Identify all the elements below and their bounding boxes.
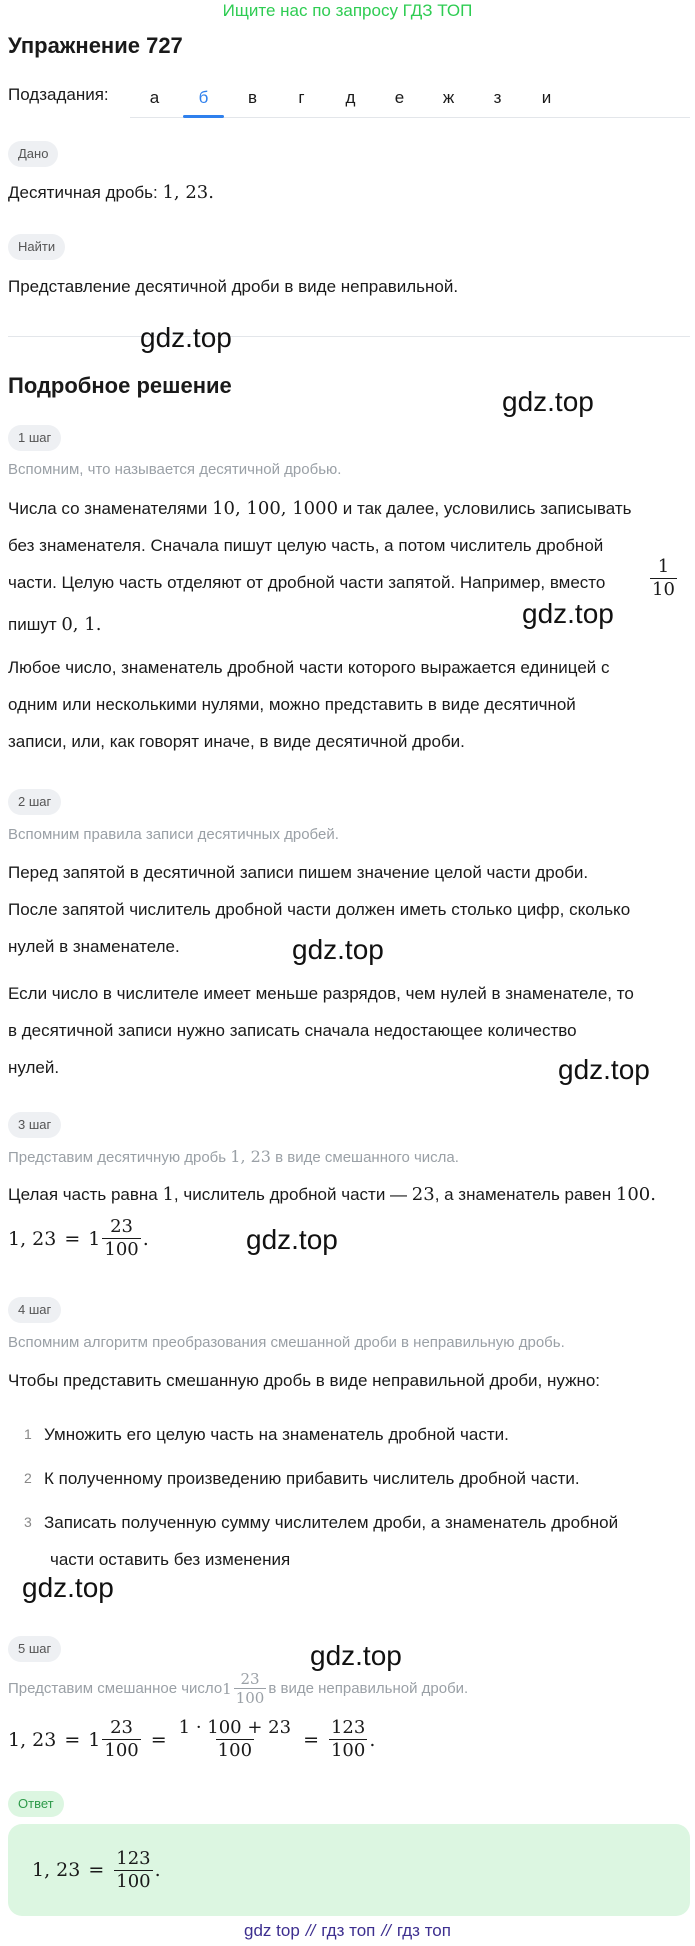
step-2-hint: Вспомним правила записи десятичных дробей. xyxy=(8,826,339,843)
page-title: Упражнение 727 xyxy=(8,33,183,58)
tab-i[interactable]: и xyxy=(541,88,552,107)
tab-a[interactable]: а xyxy=(149,88,160,107)
step-3-equation: 1, 23 = 1 $\frac{23}{100}$ . xyxy=(8,1216,149,1260)
tab-e[interactable]: е xyxy=(394,88,405,107)
watermark: gdz.top xyxy=(292,934,384,965)
footer-link[interactable]: гдз топ xyxy=(321,1921,376,1940)
tab-d[interactable]: д xyxy=(345,88,356,107)
fraction-1-10: $\frac{1}{10}$ xyxy=(652,556,675,600)
list-item-continued: части оставить без изменения xyxy=(50,1550,291,1569)
find-text: Представление десятичной дроби в виде неправильной. xyxy=(8,277,459,296)
watermark: gdz.top xyxy=(522,598,614,629)
step-4-hint: Вспомним алгоритм преобразования смешанной дроби в неправильную дробь. xyxy=(8,1334,565,1351)
step-2-line: нулей в знаменателе. xyxy=(8,937,180,956)
footer-links: gdz top // гдз топ // гдз топ xyxy=(244,1921,451,1940)
tab-g[interactable]: г xyxy=(298,88,305,107)
subtasks-label: Подзадания: xyxy=(8,85,109,104)
section-divider xyxy=(8,336,690,337)
watermark: gdz.top xyxy=(502,386,594,417)
step-2-line: в десятичной записи нужно записать сначала недостающее количество xyxy=(8,1021,577,1040)
given-badge: Дано xyxy=(8,141,58,167)
watermark: gdz.top xyxy=(140,322,232,353)
step-2-badge: 2 шаг xyxy=(8,789,61,815)
watermark: gdz.top xyxy=(246,1224,338,1255)
tab-zh[interactable]: ж xyxy=(442,88,455,107)
step-1-line: пишут 0, 1. xyxy=(8,614,102,635)
find-badge: Найти xyxy=(8,234,65,260)
step-2-line: нулей. xyxy=(8,1058,60,1077)
answer-equation: 1, 23 = $\frac{123}{100}$ . xyxy=(32,1847,161,1892)
subtask-tabs xyxy=(130,78,690,118)
tab-z[interactable]: з xyxy=(493,88,502,107)
step-1-hint: Вспомним, что называется десятичной дробью. xyxy=(8,461,342,478)
step-2-line: Перед запятой в десятичной записи пишем значение целой части дроби. xyxy=(8,863,589,882)
step-5-hint: Представим смешанное число 1 $\frac{23}{100}$ в виде неправильной дроби. xyxy=(8,1670,469,1707)
step-4-line: Чтобы представить смешанную дробь в виде неправильной дроби, нужно: xyxy=(8,1371,601,1390)
step-5-equation: 1, 23 = 1 $\frac{23}{100}$ = $\frac{1 \cdot 100 + 23}{100}$ = $\frac{123}{100}$ . xyxy=(8,1717,376,1761)
step-4-badge: 4 шаг xyxy=(8,1297,61,1323)
step-1-badge: 1 шаг xyxy=(8,425,61,451)
step-1-line: Числа со знаменателями 10, 100, 1000 и так далее, условились записывать xyxy=(8,498,632,519)
step-3-hint: Представим десятичную дробь 1, 23 в виде смешанного числа. xyxy=(8,1147,459,1166)
footer-link[interactable]: гдз топ xyxy=(396,1921,451,1940)
promo-banner: Ищите нас по запросу ГДЗ ТОП xyxy=(222,1,473,20)
tab-v[interactable]: в xyxy=(247,88,258,107)
step-1-line: одним или несколькими нулями, можно представить в виде десятичной xyxy=(8,695,576,714)
step-2-line: После запятой числитель дробной части должен иметь столько цифр, сколько xyxy=(8,900,631,919)
list-item: 1 Умножить его целую часть на знаменатель дробной части. xyxy=(24,1425,509,1444)
given-text: Десятичная дробь: 1, 23. xyxy=(8,182,214,203)
step-1-line: записи, или, как говорят иначе, в виде десятичной дроби. xyxy=(8,732,465,751)
watermark: gdz.top xyxy=(310,1640,402,1671)
step-1-line: Любое число, знаменатель дробной части которого выражается единицей с xyxy=(8,658,610,677)
list-item: 2 К полученному произведению прибавить числитель дробной части. xyxy=(24,1469,580,1488)
footer-link[interactable]: gdz top xyxy=(244,1921,300,1940)
step-2-line: Если число в числителе имеет меньше разрядов, чем нулей в знаменателе, то xyxy=(8,984,634,1003)
tab-b[interactable]: б xyxy=(179,78,228,118)
watermark: gdz.top xyxy=(558,1054,650,1085)
step-3-line: Целая часть равна 1, числитель дробной части — 23, а знаменатель равен 100. xyxy=(8,1184,656,1205)
step-1-line: части. Целую часть отделяют от дробной части запятой. Например, вместо xyxy=(8,573,606,592)
list-item: 3 Записать полученную сумму числителем дроби, а знаменатель дробной xyxy=(24,1513,619,1532)
step-3-badge: 3 шаг xyxy=(8,1112,61,1138)
watermark: gdz.top xyxy=(22,1572,114,1603)
step-1-line: без знаменателя. Сначала пишут целую часть, а потом числитель дробной xyxy=(8,536,604,555)
answer-badge: Ответ xyxy=(8,1791,64,1817)
solution-title: Подробное решение xyxy=(8,373,232,398)
answer-box xyxy=(8,1824,690,1916)
step-5-badge: 5 шаг xyxy=(8,1636,61,1662)
